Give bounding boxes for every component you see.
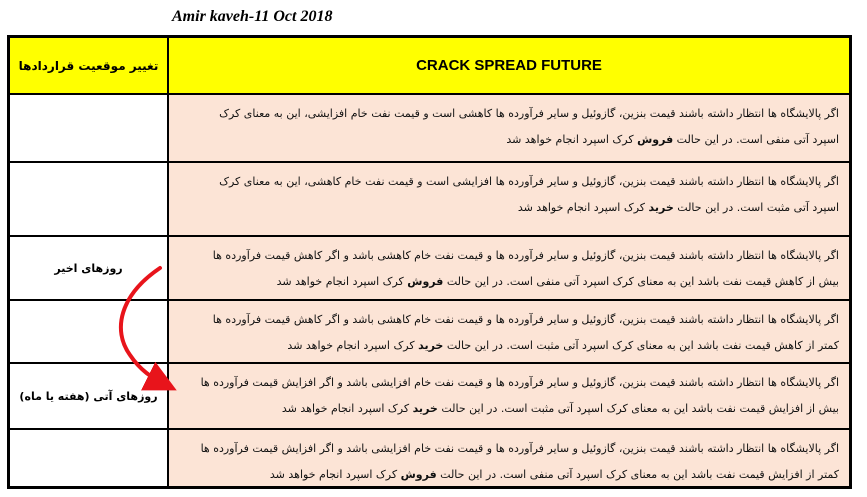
row-4-description bbox=[168, 300, 850, 363]
row-1-description bbox=[168, 94, 850, 162]
row-6-label-cell bbox=[9, 429, 168, 487]
upcoming-days-label: روزهای آتی (هفته یا ماه) bbox=[19, 389, 158, 403]
row-2-line-1: اگر پالایشگاه ها انتظار داشته باشند قیمت بنزین، گازوئیل و سایر فرآورده ها افزایشی است و قیمت نفت خام کاهشی، این به معنای کرک bbox=[219, 175, 839, 188]
recent-days-label: روزهای اخیر bbox=[54, 261, 123, 275]
row-5-line-1: اگر پالایشگاه ها انتظار داشته باشند قیمت بنزین، گازوئیل و سایر فرآورده ها و قیمت نفت خام افزایشی باشد و اگر افزایش قیمت فرآورده ها bbox=[200, 376, 839, 389]
header-title-cell bbox=[168, 37, 850, 94]
row-4-line-1: اگر پالایشگاه ها انتظار داشته باشند قیمت بنزین، گازوئیل و سایر فرآورده ها و قیمت نفت خام کاهشی باشد و اگر کاهش قیمت فرآورده ها bbox=[212, 313, 839, 326]
row-3-line-2: بیش از کاهش قیمت نفت باشد این به معنای کرک اسپرد آتی منفی است. در این حالت فروش کرک اسپرد انجام خواهد شد bbox=[276, 275, 839, 288]
row-5-description bbox=[168, 363, 850, 429]
row-1-line-2: اسپرد آتی منفی است. در این حالت فروش کرک اسپرد انجام خواهد شد bbox=[506, 133, 839, 146]
row-4-label-cell bbox=[9, 300, 168, 363]
row-6-line-1: اگر پالایشگاه ها انتظار داشته باشند قیمت بنزین، گازوئیل و سایر فرآورده ها و قیمت نفت خام افزایشی باشد و اگر افزایش قیمت فرآورده ها bbox=[200, 442, 839, 455]
header-position-change bbox=[9, 37, 168, 94]
row-4-action: خرید bbox=[418, 339, 444, 352]
row-2-description bbox=[168, 162, 850, 236]
table-title: CRACK SPREAD FUTURE bbox=[416, 57, 602, 74]
row-4-line-2: کمتر از کاهش قیمت نفت باشد این به معنای کرک اسپرد آتی مثبت است. در این حالت خرید کرک اسپرد انجام خواهد شد bbox=[287, 339, 839, 352]
row-1-line-1: اگر پالایشگاه ها انتظار داشته باشند قیمت بنزین، گازوئیل و سایر فرآورده ها کاهشی است و قیمت نفت خام افزایشی، این به معنای کرک bbox=[219, 107, 839, 120]
row-3-description bbox=[168, 236, 850, 300]
row-6-description bbox=[168, 429, 850, 487]
row-1-label-cell bbox=[9, 94, 168, 162]
header-left-label: تغییر موقعیت قراردادها bbox=[18, 58, 159, 73]
row-5-line-2: بیش از افزایش قیمت نفت باشد این به معنای کرک اسپرد آتی مثبت است. در این حالت خرید کرک اسپرد انجام خواهد شد bbox=[281, 402, 839, 415]
row-2-action: خرید bbox=[648, 201, 674, 214]
crack-spread-table bbox=[7, 35, 852, 489]
row-5-action: خرید bbox=[412, 402, 438, 415]
row-3-label-cell bbox=[9, 236, 168, 300]
row-2-label-cell bbox=[9, 162, 168, 236]
row-2-line-2: اسپرد آتی مثبت است. در این حالت خرید کرک اسپرد انجام خواهد شد bbox=[517, 201, 839, 214]
row-6-action: فروش bbox=[400, 468, 437, 481]
row-3-line-1: اگر پالایشگاه ها انتظار داشته باشند قیمت بنزین، گازوئیل و سایر فرآورده ها و قیمت نفت خام کاهشی باشد و اگر کاهش قیمت فرآورده ها bbox=[212, 249, 839, 262]
row-1-action: فروش bbox=[637, 133, 674, 146]
author-date-caption: Amir kaveh-11 Oct 2018 bbox=[172, 8, 333, 25]
row-5-label-cell bbox=[9, 363, 168, 429]
row-3-action: فروش bbox=[407, 275, 444, 288]
row-6-line-2: کمتر از افزایش قیمت نفت باشد این به معنای کرک اسپرد آتی منفی است. در این حالت فروش کرک اسپرد انجام خواهد شد bbox=[269, 468, 839, 481]
